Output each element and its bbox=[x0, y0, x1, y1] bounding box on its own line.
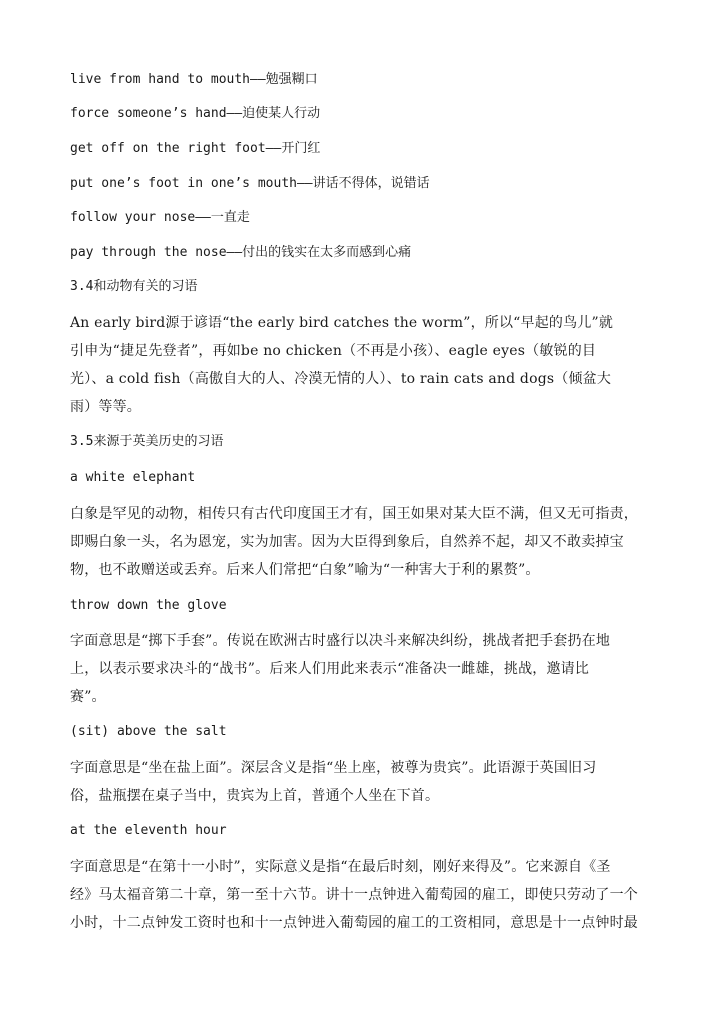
paragraph-line: 光）、a cold fish（高傲自大的人、冷漠无情的人）、to rain cats and dogs（倾盆大 bbox=[70, 371, 612, 387]
paragraph-line: An early bird源于谚语“the early bird catches the worm”，所以“早起的鸟儿”就 bbox=[70, 315, 614, 331]
idiom-line: follow your nose——一直走 bbox=[70, 210, 250, 225]
idiom-line: live from hand to mouth——勉强糊口 bbox=[70, 72, 318, 87]
idiom-term: (sit) above the salt bbox=[70, 724, 227, 739]
idiom-term: throw down the glove bbox=[70, 598, 227, 613]
idiom-line: get off on the right foot——开门红 bbox=[70, 141, 321, 156]
paragraph-line: 小时，十二点钟发工资时也和十一点钟进入葡萄园的雇工的工资相同，意思是十一点钟时最 bbox=[70, 915, 638, 931]
paragraph-line: 字面意思是“坐在盐上面”。深层含义是指“坐上座，被尊为贵宾”。此语源于英国旧习 bbox=[70, 760, 597, 776]
paragraph-line: 字面意思是“在第十一小时”，实际意义是指“在最后时刻，刚好来得及”。它来源自《圣 bbox=[70, 859, 611, 875]
paragraph-line: 赛”。 bbox=[70, 689, 106, 705]
paragraph-line: 雨）等等。 bbox=[70, 399, 141, 415]
idiom-line: put one’s foot in one’s mouth——讲话不得体，说错话 bbox=[70, 176, 430, 191]
paragraph-line: 俗，盐瓶摆在桌子当中，贵宾为上首，普通个人坐在下首。 bbox=[70, 788, 440, 804]
section-heading-animals: 3.4和动物有关的习语 bbox=[70, 279, 198, 294]
idiom-line: pay through the nose——付出的钱实在太多而感到心痛 bbox=[70, 245, 412, 260]
section-heading-history: 3.5来源于英美历史的习语 bbox=[70, 434, 224, 449]
paragraph-line: 白象是罕见的动物，相传只有古代印度国王才有，国王如果对某大臣不满，但又无可指责， bbox=[70, 506, 638, 522]
paragraph-line: 字面意思是“掷下手套”。传说在欧洲古时盛行以决斗来解决纠纷，挑战者把手套扔在地 bbox=[70, 633, 611, 649]
paragraph-line: 物，也不敢赠送或丢弃。后来人们常把“白象”喻为“一种害大于利的累赘”。 bbox=[70, 562, 540, 578]
idiom-term: a white elephant bbox=[70, 470, 196, 485]
paragraph-line: 即赐白象一头，名为恩宠，实为加害。因为大臣得到象后，自然养不起，却又不敢卖掉宝 bbox=[70, 534, 624, 550]
idiom-term: at the eleventh hour bbox=[70, 823, 227, 838]
paragraph-line: 引申为“捷足先登者”，再如be no chicken（不再是小孩）、eagle eyes（敏锐的目 bbox=[70, 343, 597, 359]
paragraph-line: 经》马太福音第二十章，第一至十六节。讲十一点钟进入葡萄园的雇工，即使只劳动了一个 bbox=[70, 887, 638, 903]
idiom-line: force someone’s hand——迫使某人行动 bbox=[70, 106, 321, 121]
paragraph-line: 上，以表示要求决斗的“战书”。后来人们用此来表示“准备决一雌雄，挑战，邀请比 bbox=[70, 661, 590, 677]
